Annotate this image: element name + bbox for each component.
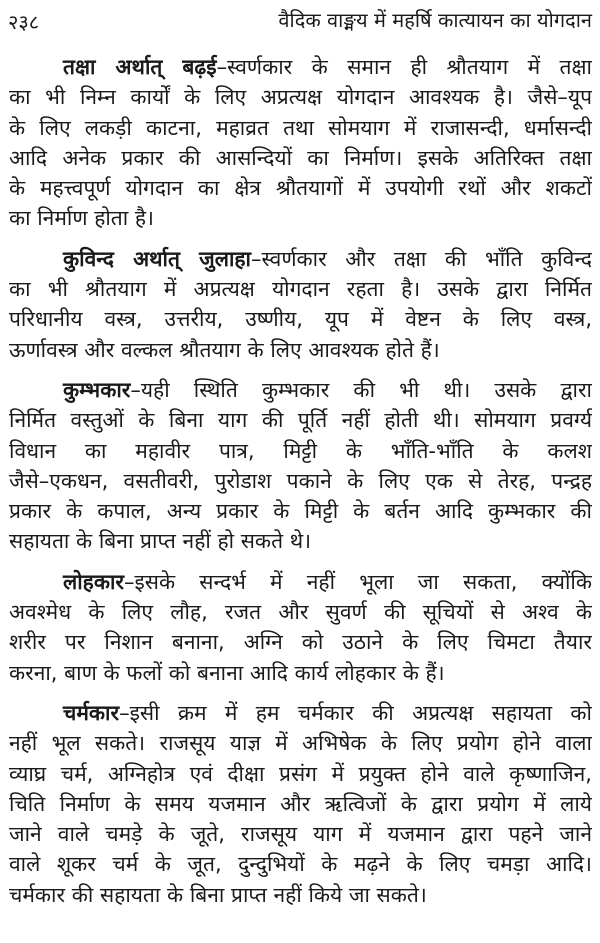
paragraph-heading: लोहकार: [63, 569, 124, 594]
text-line: [9, 244, 592, 274]
line-text: आदि अनेक प्रकार की आसन्दियों का निर्माण। इसके अतिरिक्त तक्षा: [9, 145, 592, 170]
line-text: वाले शूकर चर्म के जूत, दुन्दुभियों के मढ़ने के लिए चमड़ा आदि।: [9, 852, 592, 877]
paragraph: [9, 52, 592, 234]
paragraph-heading: चर्मकार: [63, 700, 120, 725]
text-line: [9, 526, 592, 556]
line-text: चर्मकार की सहायता के बिना प्राप्त नहीं किये जा सकते।: [9, 882, 427, 907]
line-text: शरीर पर निशान बनाना, अग्नि को उठाने के लिए चिमटा तैयार: [9, 630, 592, 655]
line-text: परिधानीय वस्त्र, उत्तरीय, उष्णीय, यूप में वेष्टन के लिए वस्त्र,: [9, 307, 592, 332]
line-text: करना, बाण के फलों को बनाना आदि कार्य लोहकार के हैं।: [9, 660, 445, 685]
text-line: [9, 759, 592, 789]
text-line: [9, 466, 592, 496]
line-text: के महत्त्वपूर्ण योगदान का क्षेत्र श्रौतयागों में उपयोगी रथों और शकटों: [9, 176, 592, 201]
line-text: –स्वर्णकार और तक्षा की भाँति कुविन्द: [250, 246, 592, 271]
page-number: २३८: [8, 10, 40, 34]
paragraph: [9, 698, 592, 910]
paragraph: [9, 375, 592, 557]
paragraph-heading: तक्षा अर्थात् बढ़ई: [63, 55, 217, 79]
text-line: [9, 567, 592, 597]
running-title: वैदिक वाङ्मय में महर्षि कात्यायन का योगदान: [278, 8, 592, 32]
text-line: [9, 113, 592, 143]
text-line: [9, 335, 592, 365]
line-text: चिति निर्माण के समय यजमान और ऋत्विजों के द्वारा प्रयोग में लाये: [9, 791, 592, 816]
paragraph-heading: कुम्भकार: [63, 377, 131, 402]
page-body: [0, 52, 600, 910]
text-line: [9, 52, 592, 82]
line-text: के लिए लकड़ी काटना, महाव्रत तथा सोमयाग में राजासन्दी, धर्मासन्दी: [9, 115, 592, 140]
text-line: [9, 880, 592, 910]
text-line: [9, 789, 592, 819]
text-line: [9, 658, 592, 688]
line-text: का भी निम्न कार्यों के लिए अप्रत्यक्ष योगदान आवश्यक है। जैसे–यूप: [9, 85, 592, 110]
line-text: –स्वर्णकार के समान ही श्रौतयाग में तक्षा: [216, 55, 592, 79]
text-line: [9, 496, 592, 526]
text-line: [9, 728, 592, 758]
text-line: [9, 627, 592, 657]
line-text: प्रकार के कपाल, अन्य प्रकार के मिट्टी के बर्तन आदि कुम्भकार की: [9, 499, 592, 524]
line-text: सहायता के बिना प्राप्त नहीं हो सकते थे।: [9, 529, 312, 554]
text-line: [9, 849, 592, 879]
line-text: निर्मित वस्तुओं के बिना याग की पूर्ति नहीं होती थी। सोमयाग प्रवर्ग्य: [9, 408, 592, 433]
page-header: [0, 0, 600, 44]
text-line: [9, 405, 592, 435]
paragraph-heading: कुविन्द अर्थात् जुलाहा: [63, 246, 251, 271]
text-line: [9, 203, 592, 233]
line-text: अवश्मेध के लिए लौह, रजत और सुवर्ण की सूचियों से अश्व के: [9, 600, 592, 625]
line-text: व्याघ्र चर्म, अग्निहोत्र एवं दीक्षा प्रसंग में प्रयुक्त होने वाले कृष्णाजिन,: [9, 761, 592, 786]
line-text: ऊर्णावस्त्र और वल्कल श्रौतयाग के लिए आवश्यक होते हैं।: [9, 337, 440, 362]
line-text: जाने वाले चमड़े के जूते, राजसूय याग में यजमान द्वारा पहने जाने: [9, 822, 592, 847]
text-line: [9, 436, 592, 466]
text-line: [9, 304, 592, 334]
line-text: –इसी क्रम में हम चर्मकार की अप्रत्यक्ष सहायता को: [119, 700, 592, 725]
line-text: –इसके सन्दर्भ में नहीं भूला जा सकता, क्योंकि: [123, 569, 592, 594]
text-line: [9, 375, 592, 405]
line-text: नहीं भूल सकते। राजसूय याज्ञ में अभिषेक के लिए प्रयोग होने वाला: [9, 731, 592, 756]
text-line: [9, 82, 592, 112]
text-line: [9, 698, 592, 728]
line-text: जैसे–एकधन, वसतीवरी, पुरोडाश पकाने के लिए एक से तेरह, पन्द्रह: [9, 468, 592, 493]
paragraph: [9, 244, 592, 365]
line-text: विधान का महावीर पात्र, मिट्टी के भाँति-भाँति के कलश: [9, 438, 592, 463]
text-line: [9, 819, 592, 849]
paragraph: [9, 567, 592, 688]
text-line: [9, 173, 592, 203]
line-text: –यही स्थिति कुम्भकार की भी थी। उसके द्वारा: [130, 377, 592, 402]
line-text: का निर्माण होता है।: [9, 206, 154, 231]
text-line: [9, 274, 592, 304]
text-line: [9, 143, 592, 173]
line-text: का भी श्रौतयाग में अप्रत्यक्ष योगदान रहता है। उसके द्वारा निर्मित: [9, 277, 592, 302]
text-line: [9, 597, 592, 627]
